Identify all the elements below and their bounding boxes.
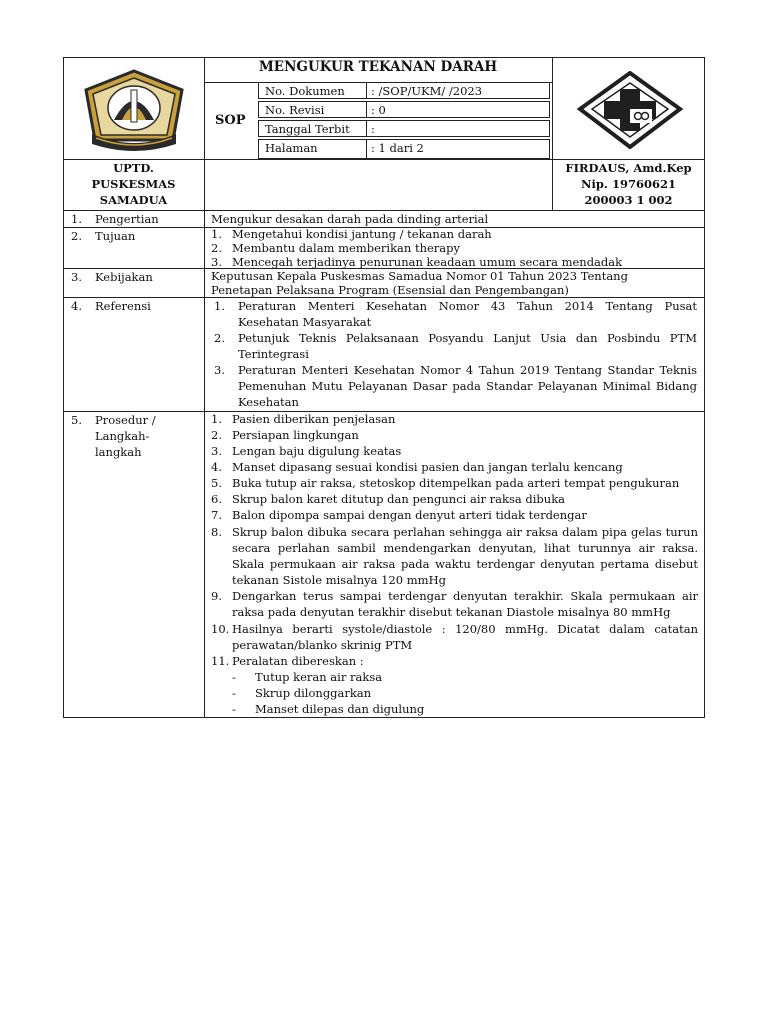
meta-value: : 1 dari 2 [371, 141, 424, 155]
list-number: 1. [211, 227, 222, 241]
meta-value: : [371, 122, 375, 136]
document-meta-table [258, 82, 550, 161]
step-number: 7. [211, 508, 222, 522]
referensi-item: Petunjuk Teknis Pelaksanaan Posyandu Lanjut Usia dan Posbindu PTM Terintegrasi [238, 331, 697, 361]
procedure-step: Pasien diberikan penjelasan [232, 412, 396, 426]
section-label-prosedur: Prosedur / [95, 413, 156, 427]
procedure-sub-item: Manset dilepas dan digulung [255, 702, 425, 716]
left-column-divider [204, 57, 205, 718]
meta-label: No. Revisi [265, 103, 325, 117]
step-number: 10. [211, 622, 230, 636]
unit-name-line: SAMADUA [99, 193, 168, 207]
step-number: 5. [211, 476, 222, 490]
meta-label: Halaman [265, 141, 318, 155]
section-label-referensi: Referensi [95, 299, 151, 313]
pengertian-text: Mengukur desakan darah pada dinding arterial [211, 212, 489, 226]
procedure-sub-item: Skrup dilonggarkan [255, 686, 372, 700]
section-number: 2. [71, 229, 82, 243]
document-title: MENGUKUR TEKANAN DARAH [258, 59, 498, 75]
sub-item-dash: - [232, 702, 236, 716]
procedure-sub-item: Tutup keran air raksa [255, 670, 383, 684]
signer-nip: 200003 1 002 [584, 193, 673, 207]
procedure-step: Manset dipasang sesuai kondisi pasien dan jangan terlalu kencang [232, 460, 623, 474]
step-number: 4. [211, 460, 222, 474]
step-number: 6. [211, 492, 222, 506]
section-label-kebijakan: Kebijakan [95, 270, 153, 284]
procedure-step: Lengan baju digulung keatas [232, 444, 402, 458]
meta-value: : 0 [371, 103, 386, 117]
kebijakan-text-line: Keputusan Kepala Puskesmas Samadua Nomor 01 Tahun 2023 Tentang [211, 269, 628, 283]
unit-name-line: PUSKESMAS [91, 177, 176, 191]
referensi-item: Peraturan Menteri Kesehatan Nomor 43 Tahun 2014 Tentang Pusat Kesehatan Masyarakat [238, 299, 697, 329]
list-number: 3. [211, 255, 222, 269]
referensi-item: Peraturan Menteri Kesehatan Nomor 4 Tahun 2019 Tentang Standar Teknis Pemenuhan Mutu Pelayanan Dasar pada Standar Pelayanan Minimal Bidang Kesehatan [238, 363, 697, 409]
regional-emblem-logo [78, 68, 190, 152]
meta-row-page [258, 139, 550, 159]
step-number: 2. [211, 428, 222, 442]
meta-row-issue-date [258, 120, 550, 137]
procedure-step: Balon dipompa sampai dengan denyut arteri tidak terdengar [232, 508, 587, 522]
step-number: 11. [211, 654, 230, 668]
meta-value: : /SOP/UKM/ /2023 [371, 84, 483, 98]
step-number: 3. [211, 444, 222, 458]
section-number: 1. [71, 212, 82, 226]
section-label-pengertian: Pengertian [95, 212, 159, 226]
tujuan-item: Mengetahui kondisi jantung / tekanan darah [232, 227, 492, 241]
unit-name-line: UPTD. [113, 161, 154, 175]
meta-row-revision [258, 101, 550, 118]
step-number: 8. [211, 525, 222, 539]
procedure-step: Dengarkan terus sampai terdengar denyutan terakhir. Skala permukaan air raksa pada denyutan terakhir disebut tekanan Diastole misalnya 80 mmHg [232, 589, 698, 619]
procedure-step: Buka tutup air raksa, stetoskop ditempelkan pada arteri tempat pengukuran [232, 476, 680, 490]
puskesmas-cross-logo [576, 71, 684, 149]
sub-item-dash: - [232, 686, 236, 700]
meta-row-document-number [258, 82, 550, 99]
procedure-step: Skrup balon dibuka secara perlahan sehingga air raksa dalam pipa gelas turun secara perlahan sambil mendengarkan denyutan, lihat turunnya air raksa. Skala permukaan air raksa pada waktu terdengar denyutan pertama disebut tekanan Sistole misalnya 120 mmHg [232, 525, 698, 587]
meta-label: Tanggal Terbit [265, 122, 350, 136]
procedure-step: Skrup balon karet ditutup dan pengunci air raksa dibuka [232, 492, 566, 506]
section-number: 5. [71, 413, 82, 427]
list-number: 2. [214, 331, 225, 345]
section-number: 3. [71, 270, 82, 284]
sop-label: SOP [215, 113, 246, 128]
procedure-step: Persiapan lingkungan [232, 428, 359, 442]
procedure-step: Hasilnya berarti systole/diastole : 120/80 mmHg. Dicatat dalam catatan perawatan/blanko skrinig PTM [232, 622, 698, 652]
step-number: 1. [211, 412, 222, 426]
kebijakan-text-line: Penetapan Pelaksana Program (Esensial dan Pengembangan) [211, 283, 569, 297]
procedure-step: Peralatan dibereskan : [232, 654, 364, 668]
tujuan-item: Mencegah terjadinya penurunan keadaan umum secara mendadak [232, 255, 623, 269]
tujuan-item: Membantu dalam memberikan therapy [232, 241, 460, 255]
signer-nip: Nip. 19760621 [581, 177, 676, 191]
section-number: 4. [71, 299, 82, 313]
meta-label: No. Dokumen [265, 84, 345, 98]
list-number: 1. [214, 299, 225, 313]
section-label-prosedur: Langkah- [95, 429, 150, 443]
list-number: 2. [211, 241, 222, 255]
section-label-prosedur: langkah [95, 445, 142, 459]
signer-name: FIRDAUS, Amd.Kep [565, 161, 692, 175]
step-number: 9. [211, 589, 222, 603]
section-label-tujuan: Tujuan [95, 229, 136, 243]
list-number: 3. [214, 363, 225, 377]
sub-item-dash: - [232, 670, 236, 684]
